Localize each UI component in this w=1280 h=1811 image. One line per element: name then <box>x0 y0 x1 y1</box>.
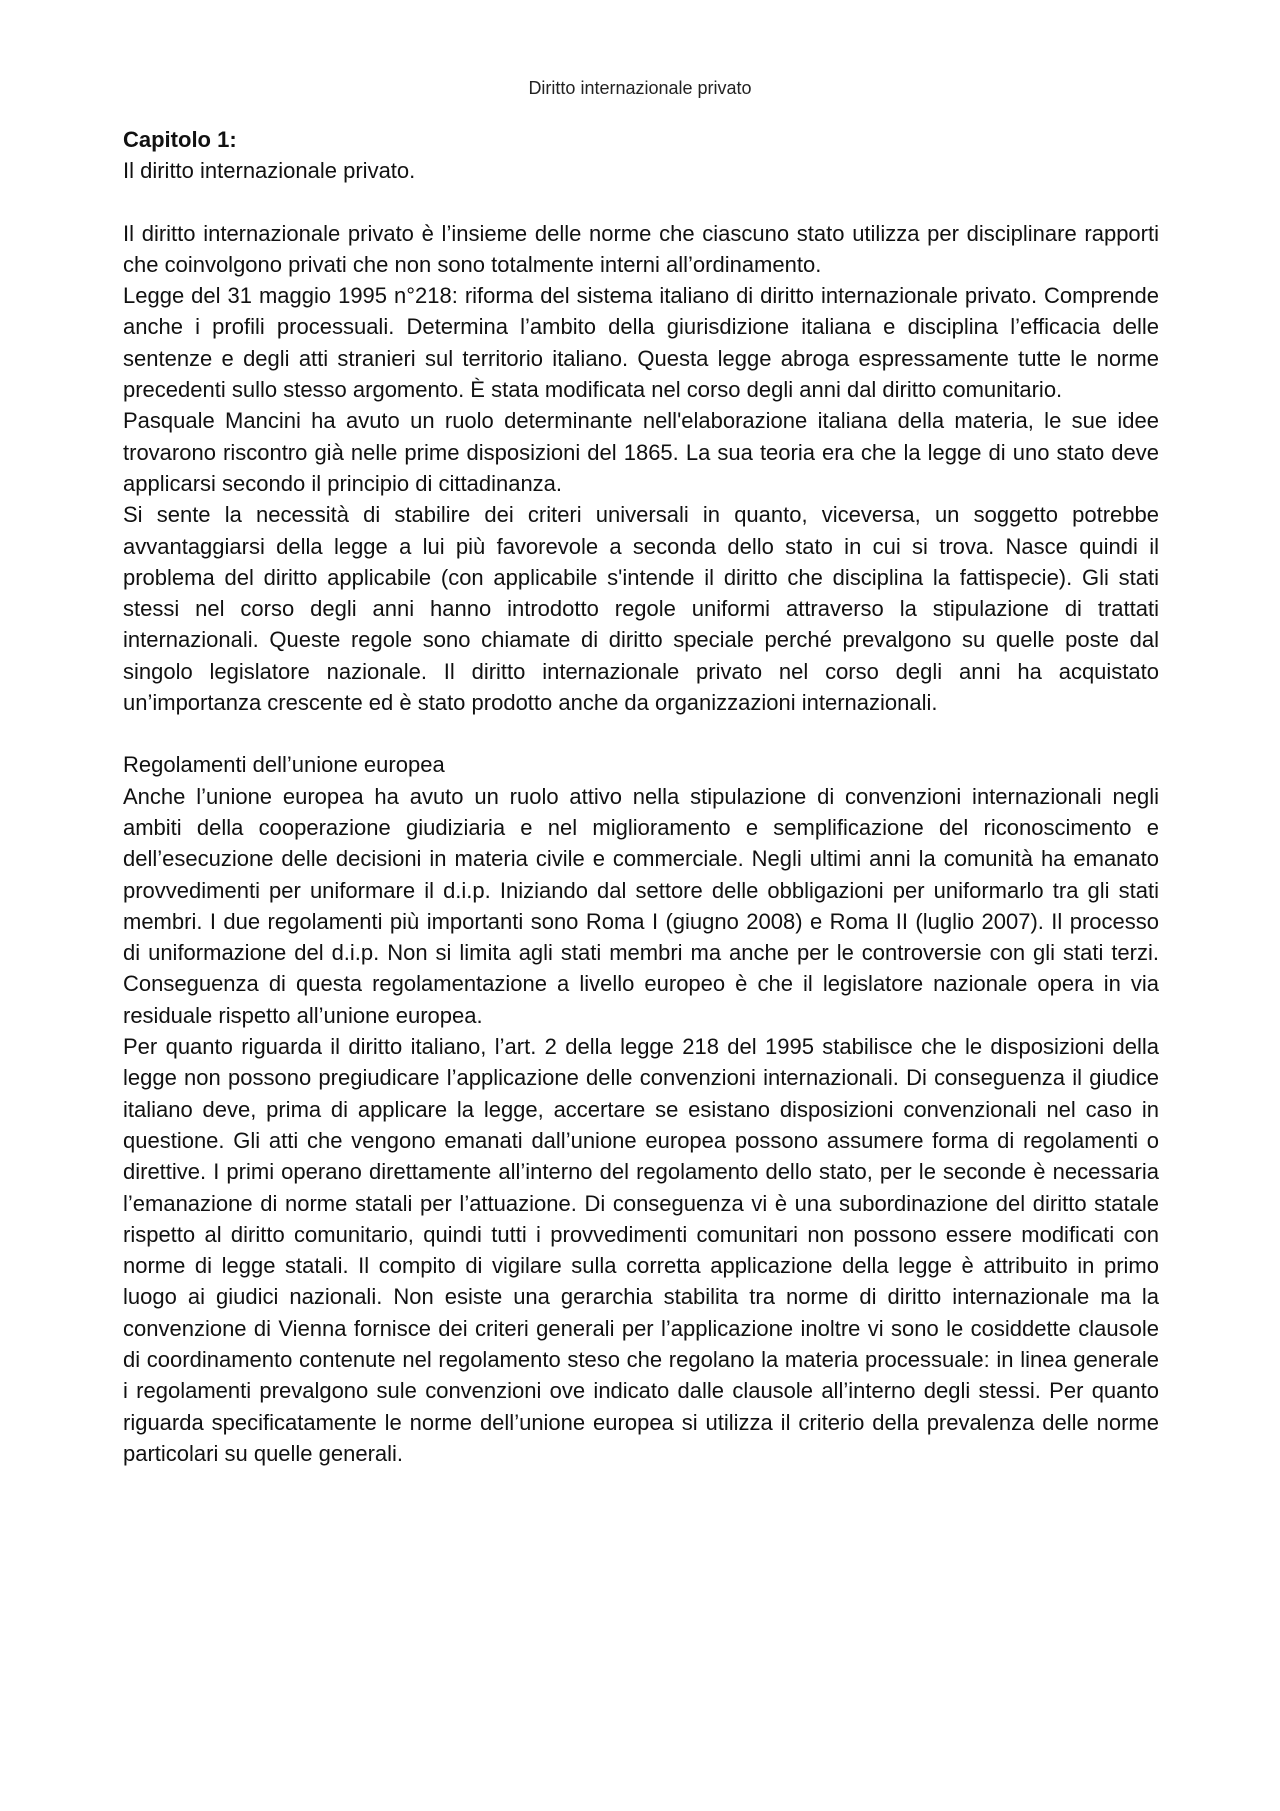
paragraph: Si sente la necessità di stabilire dei criteri universali in quanto, viceversa, un soggetto potrebbe avvantaggiarsi della legge a lui più favorevole a seconda dello stato in cui si trova. Nasce quindi il problema del diritto applicabile (con applicabile s'intende il diritto che disciplina la fattispecie). Gli stati stessi nel corso degli anni hanno introdotto regole uniformi attraverso la stipulazione di trattati internazionali. Queste regole sono chiamate di diritto speciale perché prevalgono su quelle poste dal singolo legislatore nazionale. Il diritto internazionale privato nel corso degli anni ha acquistato un’importanza crescente ed è stato prodotto anche da organizzazioni internazionali. <box>123 502 1159 716</box>
section-heading: Regolamenti dell’unione europea <box>123 752 445 778</box>
paragraph: Per quanto riguarda il diritto italiano, l’art. 2 della legge 218 del 1995 stabilisce che le disposizioni della legge non possono pregiudicare l’applicazione delle convenzioni internazionali. Di conseguenza il giudice italiano deve, prima di applicare la legge, accertare se esistano disposizioni convenzionali nel caso in questione. Gli atti che vengono emanati dall’unione europea possono assumere forma di regolamenti o direttive. I primi operano direttamente all’interno del regolamento dello stato, per le seconde è necessaria l’emanazione di norme statali per l’attuazione. Di conseguenza vi è una subordinazione del diritto statale rispetto al diritto comunitario, quindi tutti i provvedimenti comunitari non possono essere modificati con norme di legge statali. Il compito di vigilare sulla corretta applicazione della legge è attribuito in primo luogo ai giudici nazionali. Non esiste una gerarchia stabilita tra norme di diritto internazionale ma la convenzione di Vienna fornisce dei criteri generali per l’applicazione inoltre vi sono le cosiddette clausole di coordinamento contenute nel regolamento steso che regolano la materia processuale: in linea generale i regolamenti prevalgono sule convenzioni ove indicato dalle clausole all’interno degli stessi. Per quanto riguarda specificatamente le norme dell’unione europea si utilizza il criterio della prevalenza delle norme particolari su quelle generali. <box>123 1034 1159 1466</box>
paragraph: Il diritto internazionale privato è l’insieme delle norme che ciascuno stato utilizza per disciplinare rapporti che coinvolgono privati che non sono totalmente interni all’ordinamento. <box>123 220 1159 277</box>
paragraph-spacer <box>123 187 1159 218</box>
paragraph: Anche l’unione europea ha avuto un ruolo attivo nella stipulazione di convenzioni internazionali negli ambiti della cooperazione giudiziaria e nel miglioramento e semplificazione del riconoscimento e dell’esecuzione delle decisioni in materia civile e commerciale. Negli ultimi anni la comunità ha emanato provvedimenti per uniformare il d.i.p. Iniziando dal settore delle obbligazioni per uniformarlo tra gli stati membri. I due regolamenti più importanti sono Roma I (giugno 2008) e Roma II (luglio 2007). Il processo di uniformazione del d.i.p. Non si limita agli stati membri ma anche per le controversie con gli stati terzi. Conseguenza di questa regolamentazione a livello europeo è che il legislatore nazionale opera in via residuale rispetto all’unione europea. <box>123 783 1159 1028</box>
document-body <box>123 124 1159 1469</box>
chapter-title: Il diritto internazionale privato. <box>123 158 416 184</box>
running-header: Diritto internazionale privato <box>528 78 752 98</box>
paragraph-spacer <box>123 718 1159 749</box>
paragraph: Pasquale Mancini ha avuto un ruolo determinante nell'elaborazione italiana della materia, le sue idee trovarono riscontro già nelle prime disposizioni del 1865. La sua teoria era che la legge di uno stato deve applicarsi secondo il principio di cittadinanza. <box>123 408 1159 496</box>
chapter-label: Capitolo 1: <box>123 127 237 152</box>
paragraph: Legge del 31 maggio 1995 n°218: riforma del sistema italiano di diritto internazionale privato. Comprende anche i profili processuali. Determina l’ambito della giurisdizione italiana e disciplina l’efficacia delle sentenze e degli atti stranieri sul territorio italiano. Questa legge abroga espressamente tutte le norme precedenti sullo stesso argomento. È stata modificata nel corso degli anni dal diritto comunitario. <box>123 283 1159 403</box>
